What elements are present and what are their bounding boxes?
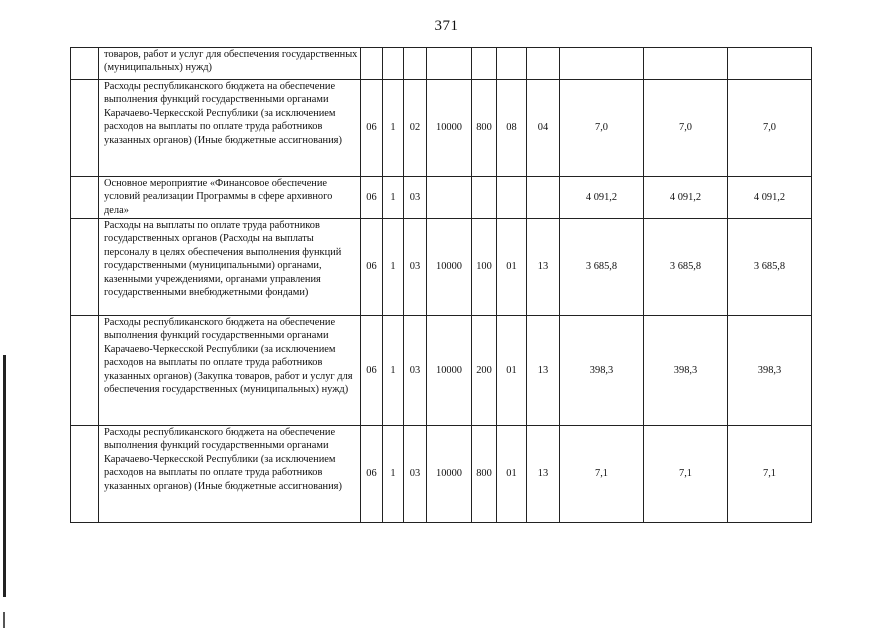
amount-year3-cell: 398,3: [728, 316, 812, 426]
amount-year1-cell: [560, 48, 644, 80]
section-cell: 01: [497, 316, 527, 426]
budget-table: [70, 47, 812, 523]
amount-year1-cell: 7,0: [560, 80, 644, 177]
amount-year2-cell: 7,0: [644, 80, 728, 177]
subsection-cell: 13: [527, 426, 560, 523]
amount-year3-cell: [728, 48, 812, 80]
amount-year3-cell: 3 685,8: [728, 219, 812, 316]
ministry-code-cell: [361, 48, 383, 80]
subprogram-code-cell: 03: [404, 316, 427, 426]
description-cell: Расходы республиканского бюджета на обеспечение выполнения функций государственными органами Карачаево-Черкесской Республики (за исключением расходов на выплаты по оплате труда работников указанных органов) (Иные бюджетные ассигнования): [99, 426, 361, 523]
program-code-cell: 1: [383, 177, 404, 219]
ministry-code-cell: 06: [361, 80, 383, 177]
amount-year2-cell: [644, 48, 728, 80]
row-number-cell: [71, 316, 99, 426]
subprogram-code-cell: 02: [404, 80, 427, 177]
program-code-cell: 1: [383, 316, 404, 426]
ministry-code-cell: 06: [361, 426, 383, 523]
table-row: [71, 48, 812, 80]
subsection-cell: 13: [527, 219, 560, 316]
expense-type-cell: 100: [472, 219, 497, 316]
description-cell: товаров, работ и услуг для обеспечения государственных (муниципальных) нужд): [99, 48, 361, 80]
subprogram-code-cell: 03: [404, 219, 427, 316]
amount-year2-cell: 4 091,2: [644, 177, 728, 219]
expense-type-cell: 200: [472, 316, 497, 426]
amount-year3-cell: 7,1: [728, 426, 812, 523]
ministry-code-cell: 06: [361, 316, 383, 426]
expense-type-cell: 800: [472, 80, 497, 177]
section-cell: 08: [497, 80, 527, 177]
direction-code-cell: [427, 48, 472, 80]
subsection-cell: [527, 48, 560, 80]
table-row: [71, 219, 812, 316]
row-number-cell: [71, 426, 99, 523]
row-number-cell: [71, 219, 99, 316]
section-cell: 01: [497, 219, 527, 316]
ministry-code-cell: 06: [361, 219, 383, 316]
direction-code-cell: 10000: [427, 316, 472, 426]
description-cell: Расходы республиканского бюджета на обеспечение выполнения функций государственными органами Карачаево-Черкесской Республики (за исключением расходов на выплаты по оплате труда работников указанных органов) (Иные бюджетные ассигнования): [99, 80, 361, 177]
row-number-cell: [71, 48, 99, 80]
row-number-cell: [71, 80, 99, 177]
section-cell: [497, 48, 527, 80]
subprogram-code-cell: 03: [404, 426, 427, 523]
direction-code-cell: 10000: [427, 80, 472, 177]
table-row: [71, 316, 812, 426]
table-row: [71, 177, 812, 219]
expense-type-cell: 800: [472, 426, 497, 523]
subsection-cell: 13: [527, 316, 560, 426]
amount-year2-cell: 3 685,8: [644, 219, 728, 316]
amount-year3-cell: 4 091,2: [728, 177, 812, 219]
amount-year1-cell: 7,1: [560, 426, 644, 523]
program-code-cell: 1: [383, 80, 404, 177]
amount-year2-cell: 7,1: [644, 426, 728, 523]
amount-year1-cell: 4 091,2: [560, 177, 644, 219]
section-cell: [497, 177, 527, 219]
program-code-cell: 1: [383, 219, 404, 316]
subsection-cell: 04: [527, 80, 560, 177]
program-code-cell: 1: [383, 426, 404, 523]
scan-edge-mark: [3, 612, 5, 628]
scan-edge-mark: [3, 355, 6, 597]
page-number: 371: [434, 18, 459, 34]
subprogram-code-cell: [404, 48, 427, 80]
amount-year1-cell: 3 685,8: [560, 219, 644, 316]
description-cell: Основное мероприятие «Финансовое обеспечение условий реализации Программы в сфере архивного дела»: [99, 177, 361, 219]
program-code-cell: [383, 48, 404, 80]
direction-code-cell: 10000: [427, 426, 472, 523]
amount-year3-cell: 7,0: [728, 80, 812, 177]
amount-year1-cell: 398,3: [560, 316, 644, 426]
subsection-cell: [527, 177, 560, 219]
table-row: [71, 80, 812, 177]
subprogram-code-cell: 03: [404, 177, 427, 219]
table-row: [71, 426, 812, 523]
direction-code-cell: 10000: [427, 219, 472, 316]
description-cell: Расходы республиканского бюджета на обеспечение выполнения функций государственными органами Карачаево-Черкесской Республики (за исключением расходов на выплаты по оплате труда работников указанных органов) (Закупка товаров, работ и услуг для обеспечения государственных (муниципальных) нужд): [99, 316, 361, 426]
expense-type-cell: [472, 177, 497, 219]
expense-type-cell: [472, 48, 497, 80]
amount-year2-cell: 398,3: [644, 316, 728, 426]
direction-code-cell: [427, 177, 472, 219]
row-number-cell: [71, 177, 99, 219]
section-cell: 01: [497, 426, 527, 523]
description-cell: Расходы на выплаты по оплате труда работников государственных органов (Расходы на выплаты персоналу в целях обеспечения выполнения функций государственными (муниципальными) органами, казенными учреждениями, органами управления государственными внебюджетными фондами): [99, 219, 361, 316]
ministry-code-cell: 06: [361, 177, 383, 219]
